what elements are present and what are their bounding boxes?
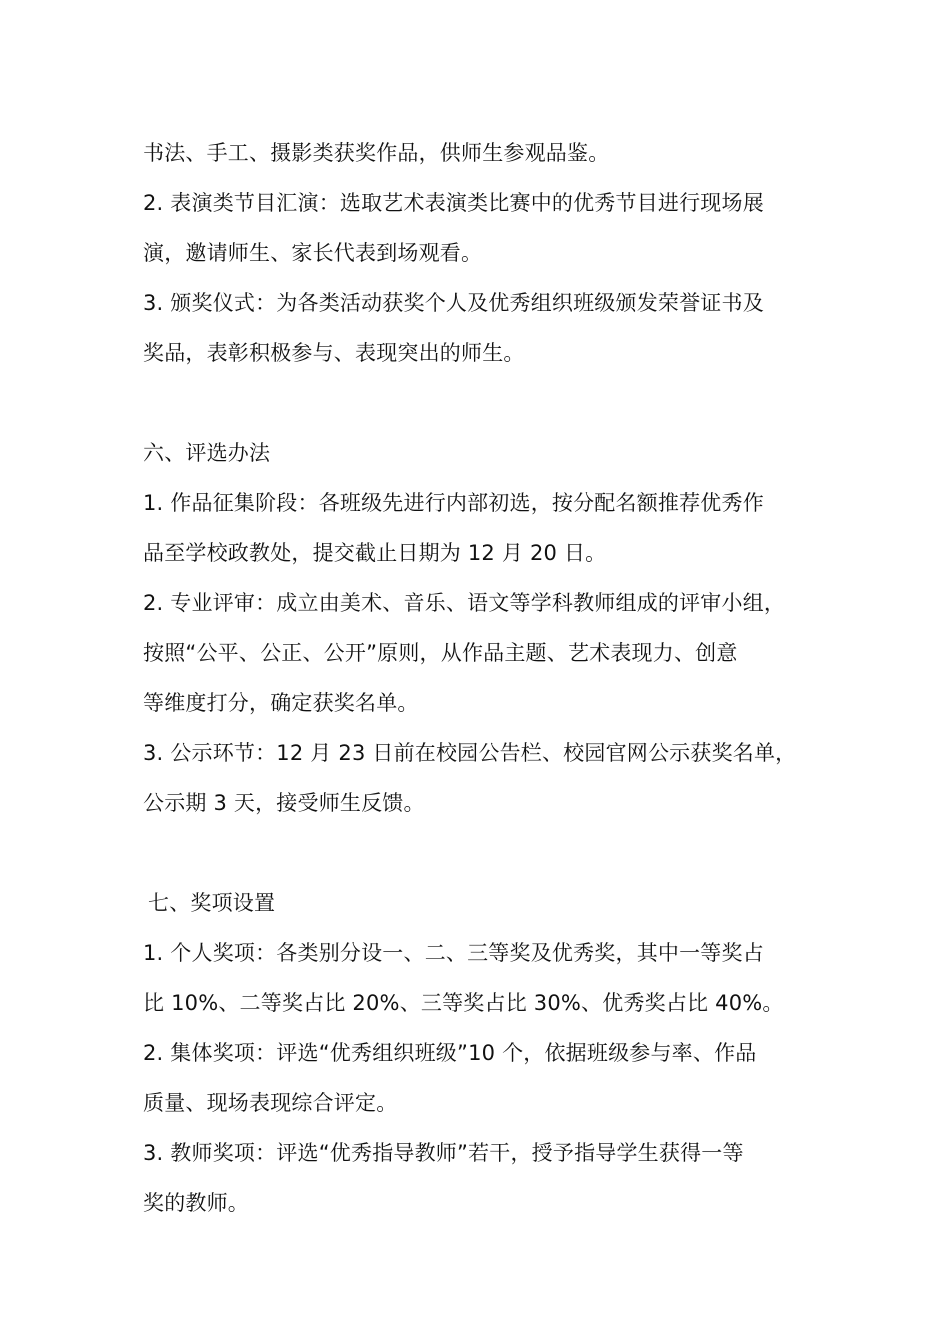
document-body bbox=[143, 128, 823, 1228]
paragraph-line: 奖的教师。 bbox=[143, 1191, 249, 1215]
section-gap bbox=[143, 828, 823, 878]
section-heading: 六、评选办法 bbox=[143, 441, 271, 465]
paragraph-line: 2. 集体奖项：评选“优秀组织班级”10 个，依据班级参与率、作品 bbox=[143, 1041, 757, 1065]
paragraph-line: 3. 颁奖仪式：为各类活动获奖个人及优秀组织班级颁发荣誉证书及 bbox=[143, 291, 764, 315]
paragraph-line: 品至学校政教处，提交截止日期为 12 月 20 日。 bbox=[143, 541, 607, 565]
section-heading: 七、奖项设置 bbox=[148, 891, 276, 915]
paragraph-line: 演，邀请师生、家长代表到场观看。 bbox=[143, 241, 483, 265]
paragraph-line: 3. 公示环节：12 月 23 日前在校园公告栏、校园官网公示获奖名单， bbox=[143, 741, 797, 765]
section-gap bbox=[143, 378, 823, 428]
paragraph-line: 2. 专业评审：成立由美术、音乐、语文等学科教师组成的评审小组， bbox=[143, 591, 786, 615]
paragraph-line: 3. 教师奖项：评选“优秀指导教师”若干，授予指导学生获得一等 bbox=[143, 1141, 744, 1165]
paragraph-line: 按照“公平、公正、公开”原则，从作品主题、艺术表现力、创意 bbox=[143, 641, 738, 665]
paragraph-line: 2. 表演类节目汇演：选取艺术表演类比赛中的优秀节目进行现场展 bbox=[143, 191, 764, 215]
paragraph-line: 1. 个人奖项：各类别分设一、二、三等奖及优秀奖，其中一等奖占 bbox=[143, 941, 764, 965]
paragraph-line: 1. 作品征集阶段：各班级先进行内部初选，按分配名额推荐优秀作 bbox=[143, 491, 764, 515]
paragraph-line: 书法、手工、摄影类获奖作品，供师生参观品鉴。 bbox=[143, 141, 610, 165]
paragraph-line: 等维度打分，确定获奖名单。 bbox=[143, 691, 419, 715]
paragraph-line: 比 10%、二等奖占比 20%、三等奖占比 30%、优秀奖占比 40%。 bbox=[143, 991, 784, 1015]
paragraph-line: 公示期 3 天，接受师生反馈。 bbox=[143, 791, 425, 815]
paragraph-line: 质量、现场表现综合评定。 bbox=[143, 1091, 398, 1115]
paragraph-line: 奖品，表彰积极参与、表现突出的师生。 bbox=[143, 341, 525, 365]
